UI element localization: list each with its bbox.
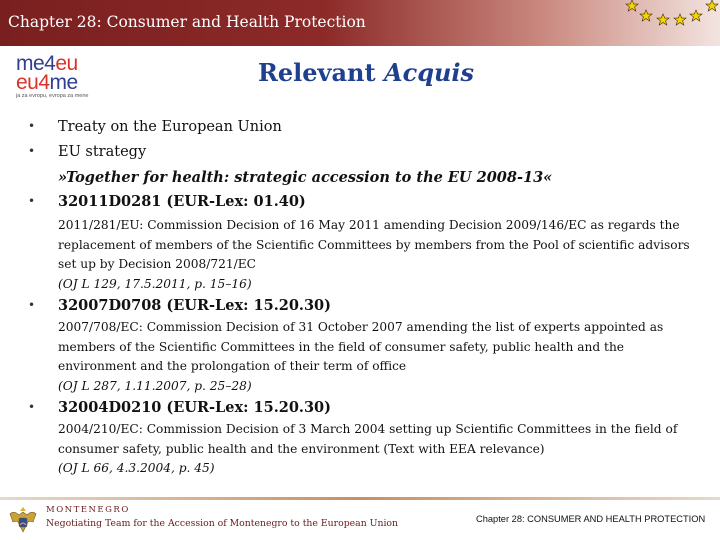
celex-code: 32004D0210 (EUR-Lex: 15.20.30) [58,399,332,416]
list-item [28,140,698,190]
header-bar [0,0,720,46]
decision-description: 2004/210/EC: Commission Decision of 3 March 2004 setting up Scientific Committees in the field of consumer safety, public health and the environment (Text with EEA relevance) [58,422,678,456]
eu-stars-icon [618,0,720,34]
montenegro-coat-of-arms-icon [6,504,40,536]
logo-line-2: eu4me [16,71,78,94]
decision-description: 2007/708/EC: Commission Decision of 31 October 2007 amending the list of experts appointed as members of the Scientific Committees in the field of consumer safety, public health and the environment and the prolongation of their term of office [58,320,664,373]
footer-chapter: Chapter 28: CONSUMER AND HEALTH PROTECTION [476,514,706,524]
footer-team: Negotiating Team for the Accession of Montenegro to the European Union [46,518,399,529]
logo-line-1: me4eu [16,52,78,75]
bullet: • [28,194,36,208]
item-strategy-name: »Together for health: strategic accession to the EU 2008-13« [58,169,553,186]
celex-code: 32007D0708 (EUR-Lex: 15.20.30) [58,297,332,314]
bullet: • [28,144,36,158]
list-item [28,115,698,140]
slide-title: Relevant Acquis [257,58,475,87]
me4eu-logo [16,54,108,98]
celex-code: 32011D0281 (EUR-Lex: 01.40) [58,193,306,210]
list-item [28,190,698,294]
item-text: EU strategy [58,144,147,160]
bullet: • [28,119,36,133]
list-item [28,396,698,479]
chapter-title: Chapter 28: Consumer and Health Protection [8,13,366,31]
bullet: • [28,298,36,312]
footer-country: MONTENEGRO [46,505,130,515]
oj-reference: (OJ L 66, 4.3.2004, p. 45) [58,461,215,475]
decision-description: 2011/281/EU: Commission Decision of 16 May 2011 amending Decision 2009/146/EC as regards the replacement of members of the Scientific Committees by members from the Pool of scientific advisors set up by Decision 2008/721/EC [58,218,690,271]
footer [0,497,720,540]
bullet: • [28,400,36,414]
item-text: Treaty on the European Union [58,119,282,135]
logo-tagline: ja za evropu, evropa za mene [16,93,89,99]
oj-reference: (OJ L 129, 17.5.2011, p. 15–16) [58,276,252,291]
list-item [28,294,698,396]
footer-divider [0,497,720,500]
oj-reference: (OJ L 287, 1.11.2007, p. 25–28) [58,378,252,393]
acquis-list [28,115,698,479]
